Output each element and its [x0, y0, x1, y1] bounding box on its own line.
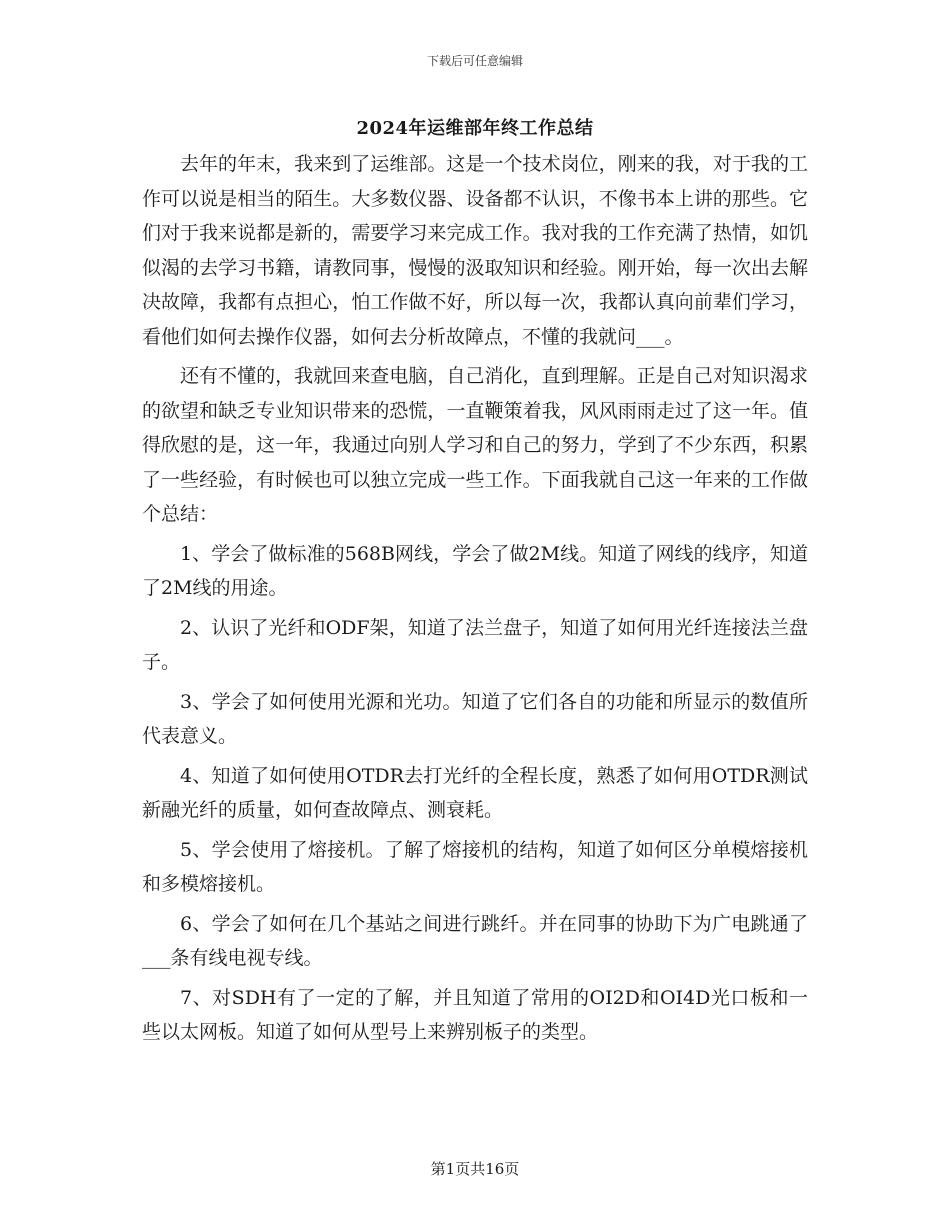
list-item-5: 5、学会使用了熔接机。了解了熔接机的结构，知道了如何区分单模熔接机和多模熔接机。 [142, 838, 808, 895]
paragraph-2: 还有不懂的，我就回来查电脑，自己消化，直到理解。正是自己对知识渴求的欲望和缺乏专业知识带来的恐慌，一直鞭策着我，风风雨雨走过了这一年。值得欣慰的是，这一年，我通过向别人学习和自己的努力，学到了不少东西，积累了一些经验，有时候也可以独立完成一些工作。下面我就自己这一年来的工作做个总结： [142, 365, 808, 525]
list-item-7: 7、对SDH有了一定的了解，并且知道了常用的OI2D和OI4D光口板和一些以太网板。知道了如何从型号上来辨别板子的类型。 [142, 986, 808, 1043]
list-item-4: 4、知道了如何使用OTDR去打光纤的全程长度，熟悉了如何用OTDR测试新融光纤的质量，如何查故障点、测衰耗。 [142, 764, 808, 821]
paragraph-1: 去年的年末，我来到了运维部。这是一个技术岗位，刚来的我，对于我的工作可以说是相当的陌生。大多数仪器、设备都不认识，不像书本上讲的那些。它们对于我来说都是新的，需要学习来完成工作。我对我的工作充满了热情，如饥似渴的去学习书籍，请教同事，慢慢的汲取知识和经验。刚开始，每一次出去解决故障，我都有点担心，怕工作做不好，所以每一次，我都认真向前辈们学习，看他们如何去操作仪器，如何去分析故障点，不懂的我就问___。 [142, 153, 808, 348]
document-body [142, 147, 808, 1055]
header-note: 下载后可任意编辑 [426, 54, 523, 68]
list-item-2: 2、认识了光纤和ODF架，知道了法兰盘子，知道了如何用光纤连接法兰盘子。 [142, 616, 808, 673]
list-item-6: 6、学会了如何在几个基站之间进行跳纤。并在同事的协助下为广电跳通了___条有线电视专线。 [142, 912, 808, 969]
document-title: 2024年运维部年终工作总结 [356, 118, 594, 139]
list-item-3: 3、学会了如何使用光源和光功。知道了它们各自的功能和所显示的数值所代表意义。 [142, 690, 808, 747]
page-footer: 第1页共16页 [430, 1160, 520, 1178]
list-item-1: 1、学会了做标准的568B网线，学会了做2M线。知道了网线的线序，知道了2M线的用途。 [142, 542, 808, 599]
